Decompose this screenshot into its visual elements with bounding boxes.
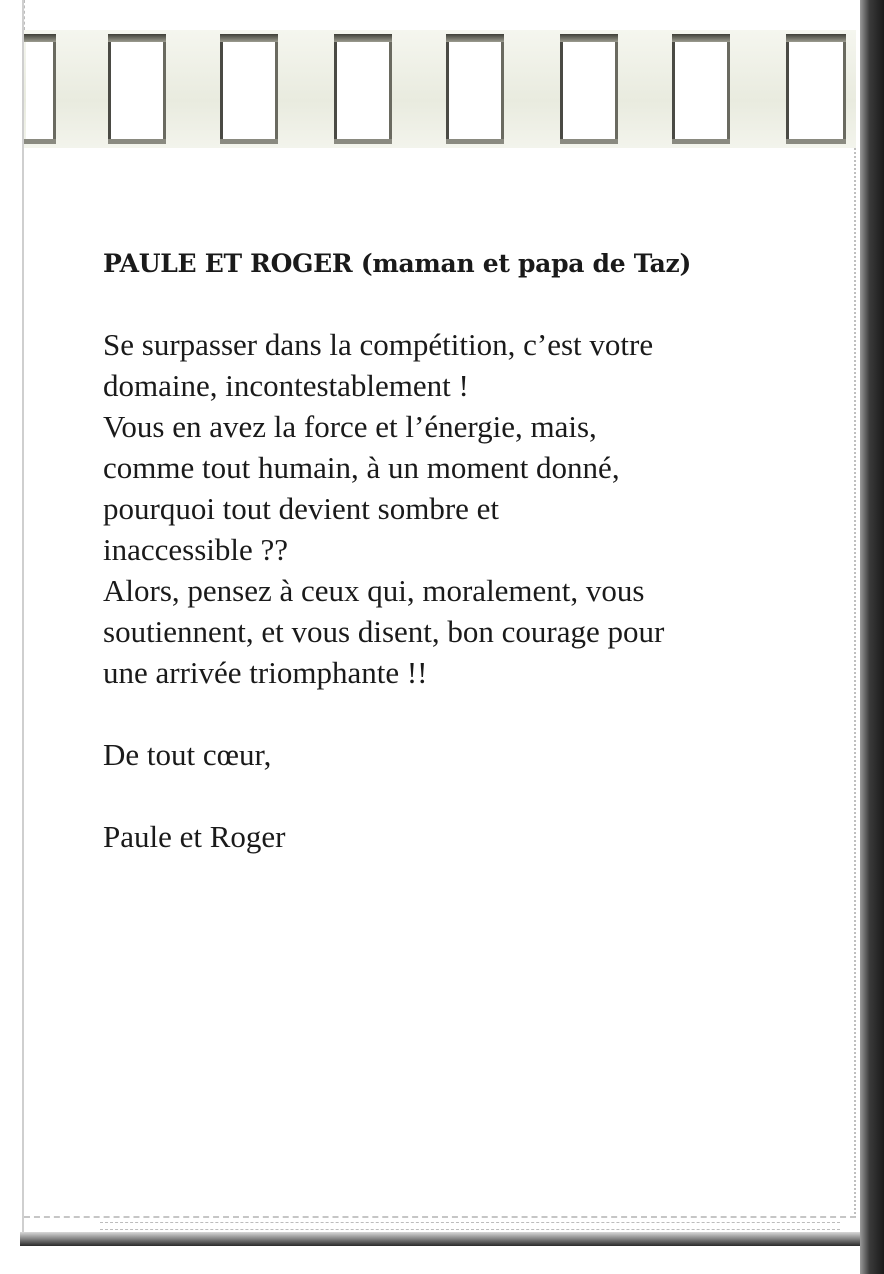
binding-tab — [26, 34, 56, 144]
binding-tab — [560, 34, 618, 144]
binding-tab — [220, 34, 278, 144]
letter-content — [103, 244, 803, 857]
paragraph-line: une arrivée triomphante !! — [103, 655, 428, 690]
binding-tab — [446, 34, 504, 144]
page-bottom-shadow — [20, 1232, 870, 1246]
paragraph-line: pourquoi tout devient sombre et — [103, 491, 500, 526]
paragraph-line: comme tout humain, à un moment donné, — [103, 450, 620, 485]
paragraph-line: Se surpasser dans la compétition, c’est votre — [103, 327, 654, 362]
paragraph-line: soutiennent, et vous disent, bon courage pour — [103, 614, 665, 649]
spacer — [103, 693, 803, 734]
letter-title: PAULE ET ROGER (maman et papa de Taz) — [103, 249, 691, 278]
signature-line: Paule et Roger — [103, 819, 286, 854]
binding-tab — [786, 34, 846, 144]
spacer — [103, 775, 803, 816]
binding-top-strip — [24, 0, 857, 30]
page-stack-edge — [100, 1222, 840, 1230]
paragraph-line: Alors, pensez à ceux qui, moralement, vous — [103, 573, 645, 608]
binding-tab — [334, 34, 392, 144]
paragraph-line: inaccessible ?? — [103, 532, 289, 567]
binding-tab — [108, 34, 166, 144]
binding-tab — [672, 34, 730, 144]
page-right-shadow — [860, 0, 884, 1274]
paragraph-line: domaine, incontestablement ! — [103, 368, 469, 403]
paragraph-line: Vous en avez la force et l’énergie, mais, — [103, 409, 597, 444]
closing-line: De tout cœur, — [103, 737, 272, 772]
